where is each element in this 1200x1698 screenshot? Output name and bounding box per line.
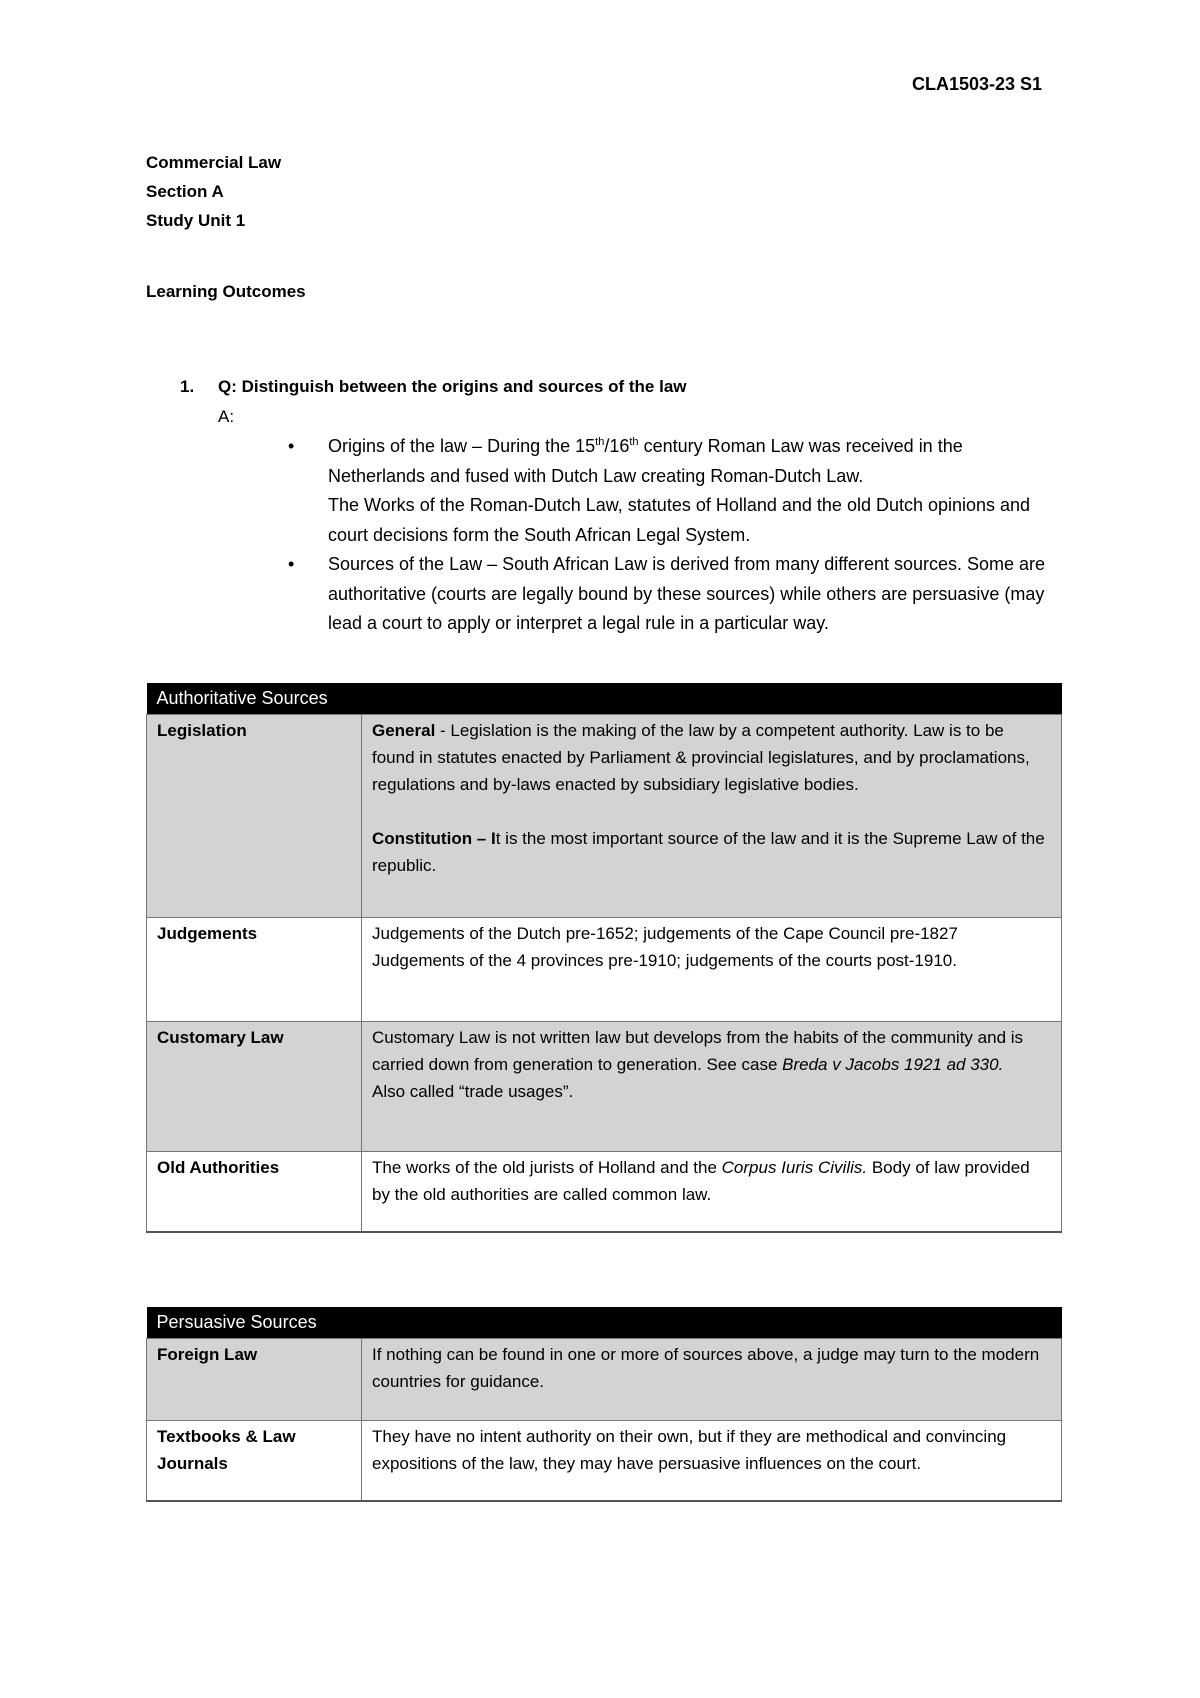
table-row <box>147 1022 1062 1152</box>
row-label: Legislation <box>147 715 362 918</box>
origins-paragraph: Origins of the law – During the 15th/16th century Roman Law was received in the Netherlands and fused with Dutch Law creating Roman-Dutch Law. <box>328 436 963 486</box>
table-row <box>147 1152 1062 1232</box>
row-content: Customary Law is not written law but develops from the habits of the community and is carried down from generation to generation. See case Breda v Jacobs 1921 ad 330. Also called “trade usages”. <box>362 1022 1062 1152</box>
learning-outcomes-heading: Learning Outcomes <box>146 282 306 301</box>
question-text: Q: Distinguish between the origins and sources of the law <box>218 377 687 396</box>
document-heading <box>146 148 281 235</box>
row-content: If nothing can be found in one or more of sources above, a judge may turn to the modern countries for guidance. <box>362 1339 1062 1421</box>
table-row <box>147 918 1062 1022</box>
row-label: Foreign Law <box>147 1339 362 1421</box>
bullet-dot-icon: • <box>288 436 295 456</box>
answer-label: A: <box>218 407 235 426</box>
bullet-dot-icon: • <box>288 554 295 574</box>
sources-paragraph: Sources of the Law – South African Law is derived from many different sources. Some are authoritative (courts are legally bound by these sources) while others are persuasive (may lead a court to apply or interpret a legal rule in a particular way. <box>328 554 1046 633</box>
unit-title: Study Unit 1 <box>146 211 246 230</box>
row-content: The works of the old jurists of Holland and the Corpus Iuris Civilis. Body of law provided by the old authorities are called common law. <box>362 1152 1062 1232</box>
row-content: Judgements of the Dutch pre-1652; judgements of the Cape Council pre-1827 Judgements of the 4 provinces pre-1910; judgements of the courts post-1910. <box>362 918 1062 1022</box>
table-row <box>147 715 1062 918</box>
row-content: General - Legislation is the making of the law by a competent authority. Law is to be found in statutes enacted by Parliament & provincial legislatures, and by proclamations, regulations and by-laws enacted by subsidiary legislative bodies. Constitution – It is the most important source of the law and it is the Supreme Law of the republic. <box>362 715 1062 918</box>
persuasive-sources-table <box>146 1307 1062 1502</box>
authoritative-sources-table <box>146 683 1062 1233</box>
bullet-origins <box>180 432 1060 550</box>
bullet-sources <box>180 550 1060 639</box>
row-label: Old Authorities <box>147 1152 362 1232</box>
row-label: Textbooks & Law Journals <box>147 1421 362 1501</box>
row-content: They have no intent authority on their own, but if they are methodical and convincing expositions of the law, they may have persuasive influences on the court. <box>362 1421 1062 1501</box>
persuasive-sources-header: Persuasive Sources <box>147 1307 1062 1339</box>
section-title: Section A <box>146 182 224 201</box>
answer-bullets <box>180 432 1060 639</box>
document-code: CLA1503-23 S1 <box>912 74 1043 94</box>
row-label: Customary Law <box>147 1022 362 1152</box>
table-row <box>147 1339 1062 1421</box>
authoritative-sources-header: Authoritative Sources <box>147 683 1062 715</box>
origins-paragraph-2: The Works of the Roman-Dutch Law, statutes of Holland and the old Dutch opinions and court decisions form the South African Legal System. <box>328 495 1031 545</box>
table-row <box>147 1421 1062 1501</box>
row-label: Judgements <box>147 918 362 1022</box>
question-number: 1. <box>180 377 195 396</box>
course-title: Commercial Law <box>146 153 282 172</box>
